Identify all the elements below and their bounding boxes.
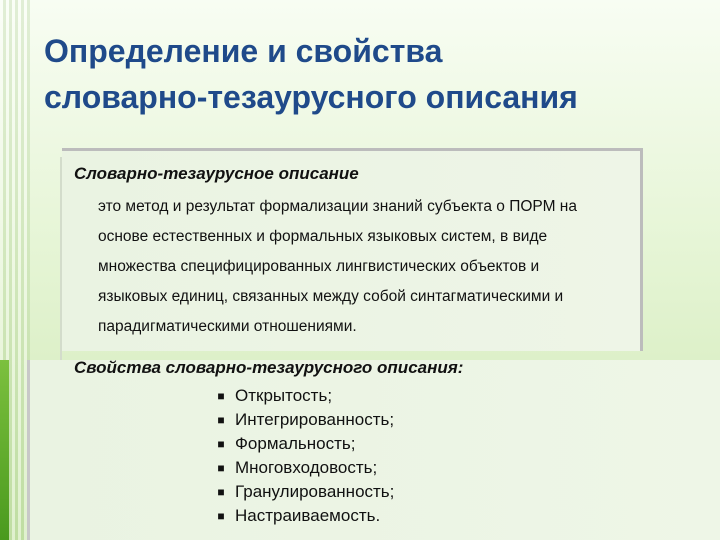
- property-label: Интегрированность;: [235, 410, 395, 429]
- property-label: Многовходовость;: [235, 458, 378, 477]
- definition-line: основе естественных и формальных языковых систем, в виде: [98, 228, 548, 245]
- property-label: Настраиваемость.: [235, 506, 381, 525]
- square-bullet-icon: ■: [217, 389, 225, 403]
- definition-line: множества специфицированных лингвистических объектов и: [98, 258, 540, 275]
- square-bullet-icon: ■: [217, 485, 225, 499]
- definition-line: это метод и результат формализации знаний субъекта о ПОРМ на: [98, 198, 577, 215]
- square-bullet-icon: ■: [217, 413, 225, 427]
- definition-text: [98, 192, 658, 342]
- property-label: Формальность;: [235, 434, 356, 453]
- square-bullet-icon: ■: [217, 461, 225, 475]
- title-line-2: словарно-тезаурусного описания: [44, 79, 578, 115]
- properties-heading: Свойства словарно-тезаурусного описания:: [74, 358, 464, 377]
- property-label: Гранулированность;: [235, 482, 395, 501]
- panel-shadow: [60, 157, 62, 362]
- list-item: [214, 504, 394, 528]
- list-item: [214, 480, 394, 504]
- title-line-1: Определение и свойства: [44, 33, 443, 69]
- list-item: [214, 384, 394, 408]
- square-bullet-icon: ■: [217, 509, 225, 523]
- square-bullet-icon: ■: [217, 437, 225, 451]
- list-item: [214, 432, 394, 456]
- definition-heading: Словарно-тезаурусное описание: [74, 164, 359, 183]
- properties-list: [214, 384, 394, 528]
- slide-title: [44, 28, 704, 120]
- accent-bar: [0, 360, 9, 540]
- list-item: [214, 456, 394, 480]
- list-item: [214, 408, 394, 432]
- property-label: Открытость;: [235, 386, 333, 405]
- definition-line: языковых единиц, связанных между собой синтагматическими и: [98, 288, 564, 305]
- definition-line: парадигматическими отношениями.: [98, 318, 357, 335]
